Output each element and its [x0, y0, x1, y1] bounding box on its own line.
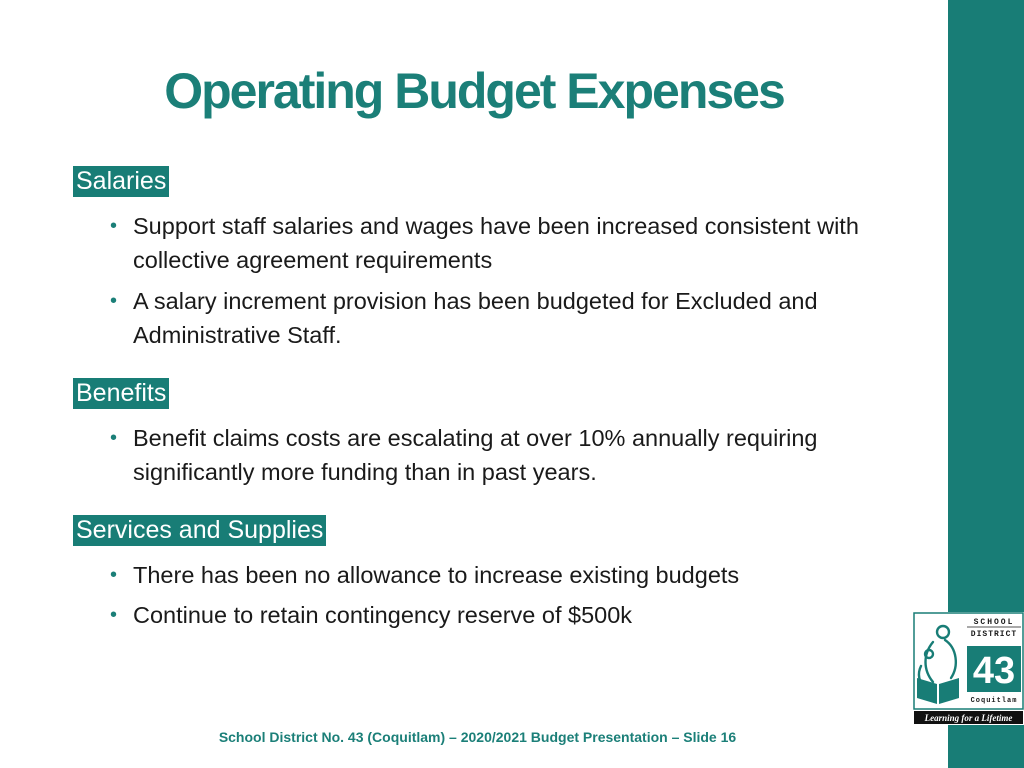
bullet-text: Benefit claims costs are escalating at over 10% annually requiring significantly more funding than in past years.: [133, 425, 818, 485]
bullet-dot-icon: •: [110, 564, 118, 586]
logo-school-text: SCHOOL: [973, 618, 1015, 627]
section-label-benefits: Benefits: [73, 378, 169, 409]
bullet-dot-icon: •: [110, 290, 118, 312]
bullet-text: Continue to retain contingency reserve of $500k: [133, 602, 633, 628]
bullet-text: Support staff salaries and wages have been increased consistent with collective agreement requirements: [133, 213, 859, 273]
logo-district-text: DISTRICT: [970, 630, 1018, 639]
slide-title: Operating Budget Expenses: [164, 63, 784, 119]
bullet-item: [110, 598, 910, 632]
logo-graphic: [913, 612, 1024, 725]
bullet-dot-icon: •: [110, 427, 118, 449]
school-district-logo: [913, 612, 1024, 725]
bullet-item: [110, 421, 910, 489]
bullet-item: [110, 209, 910, 277]
section-label-services-and-supplies: Services and Supplies: [73, 515, 326, 546]
logo-number-text: 43: [972, 650, 1016, 692]
bullet-text: A salary increment provision has been budgeted for Excluded and Administrative Staff.: [133, 288, 818, 348]
bullet-item: [110, 284, 910, 352]
logo-tagline-text: Learning for a Lifetime: [924, 713, 1013, 723]
section-label-salaries: Salaries: [73, 166, 169, 197]
logo-name-text: Coquitlam: [970, 697, 1018, 705]
bullet-dot-icon: •: [110, 215, 118, 237]
slide-footer: School District No. 43 (Coquitlam) – 2020/2021 Budget Presentation – Slide 16: [218, 729, 737, 745]
bullet-dot-icon: •: [110, 604, 118, 626]
bullet-text: There has been no allowance to increase existing budgets: [133, 562, 740, 588]
bullet-item: [110, 558, 910, 592]
